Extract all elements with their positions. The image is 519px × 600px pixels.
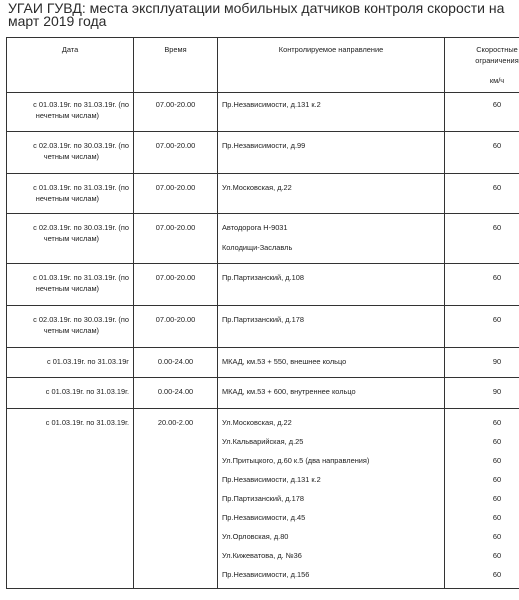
speed-value: 60 <box>492 551 502 560</box>
table-row <box>7 348 519 378</box>
date-cell: с 01.03.19г. по 31.03.19г. <box>7 378 134 409</box>
direction-line: Ул.Московская, д.22 <box>222 418 292 427</box>
table-row <box>7 174 519 214</box>
speed-value: 60 <box>492 437 502 446</box>
speed-cell: 60 <box>445 174 519 214</box>
time-cell: 0.00-24.00 <box>134 378 218 409</box>
header-speed-line2: ограничения <box>475 56 519 65</box>
speed-value: 60 <box>492 513 502 522</box>
header-speed <box>445 38 519 93</box>
table-row <box>7 93 519 132</box>
table-row <box>7 214 519 264</box>
direction-cell <box>218 409 445 589</box>
speed-cell: 60 <box>445 306 519 348</box>
date-cell <box>7 174 134 214</box>
table-row <box>7 306 519 348</box>
direction-cell: Пр.Независимости, д.131 к.2 <box>218 93 445 132</box>
time-cell: 07.00-20.00 <box>134 174 218 214</box>
header-direction: Контролируемое направление <box>218 38 445 93</box>
date-cell <box>7 93 134 132</box>
date-line: с 01.03.19г. по 31.03.19г. (по <box>33 273 129 282</box>
direction-cell: Пр.Независимости, д.99 <box>218 132 445 174</box>
date-line: четным числам) <box>43 152 99 161</box>
time-cell: 0.00-24.00 <box>134 348 218 378</box>
speed-cell: 60 <box>445 264 519 306</box>
date-line: с 02.03.19г. по 30.03.19г. (по <box>33 223 129 232</box>
date-cell <box>7 214 134 264</box>
speed-cell <box>445 409 519 589</box>
time-cell: 07.00-20.00 <box>134 306 218 348</box>
date-line: нечетным числам) <box>35 194 99 203</box>
speed-value: 60 <box>492 494 502 503</box>
date-line: четным числам) <box>43 326 99 335</box>
date-cell <box>7 132 134 174</box>
direction-line: Ул.Орловская, д.80 <box>222 532 289 541</box>
date-line: с 02.03.19г. по 30.03.19г. (по <box>33 315 129 324</box>
direction-line: Ул.Притыцкого, д.60 к.5 (два направления) <box>222 456 370 465</box>
date-cell <box>7 264 134 306</box>
date-line: с 01.03.19г. по 31.03.19г. (по <box>33 183 129 192</box>
direction-cell: МКАД, км.53 + 550, внешнее кольцо <box>218 348 445 378</box>
speed-value: 60 <box>492 570 502 579</box>
date-line: четным числам) <box>43 234 99 243</box>
speed-value: 60 <box>492 456 502 465</box>
speed-camera-table <box>6 37 519 589</box>
direction-line: Пр.Независимости, д.131 к.2 <box>222 475 321 484</box>
direction-cell <box>218 214 445 264</box>
speed-value: 60 <box>492 418 502 427</box>
date-line: с 01.03.19г. по 31.03.19г. (по <box>33 100 129 109</box>
direction-line: Пр.Независимости, д.156 <box>222 570 310 579</box>
speed-cell: 60 <box>445 93 519 132</box>
direction-cell: Пр.Партизанский, д.108 <box>218 264 445 306</box>
speed-cell: 90 <box>445 378 519 409</box>
table-row <box>7 264 519 306</box>
direction-line: Ул.Кижеватова, д. №36 <box>222 551 302 560</box>
direction-cell: Ул.Московская, д.22 <box>218 174 445 214</box>
header-speed-line1: Скоростные <box>476 45 518 54</box>
date-cell <box>7 306 134 348</box>
speed-cell: 60 <box>445 214 519 264</box>
table-row <box>7 378 519 409</box>
time-cell: 07.00-20.00 <box>134 264 218 306</box>
speed-cell: 90 <box>445 348 519 378</box>
date-cell: с 01.03.19г. по 31.03.19г. <box>7 409 134 589</box>
direction-line: Пр.Независимости, д.45 <box>222 513 306 522</box>
date-line: нечетным числам) <box>35 284 99 293</box>
header-speed-unit: км/ч <box>489 76 505 85</box>
page-title: УГАИ ГУВД: места эксплуатации мобильных датчиков контроля скорости на март 2019 года <box>8 0 505 29</box>
direction-line: Ул.Кальварийская, д.25 <box>222 437 304 446</box>
direction-line: Автодорога Н-9031 <box>222 223 288 232</box>
table-header-row <box>7 38 519 93</box>
time-cell: 20.00-2.00 <box>134 409 218 589</box>
speed-value: 60 <box>492 532 502 541</box>
table-row <box>7 132 519 174</box>
header-time: Время <box>134 38 218 93</box>
date-line: с 02.03.19г. по 30.03.19г. (по <box>33 141 129 150</box>
direction-line: Пр.Партизанский, д.178 <box>222 494 304 503</box>
time-cell: 07.00-20.00 <box>134 93 218 132</box>
table-row <box>7 409 519 589</box>
date-cell: с 01.03.19г. по 31.03.19г <box>7 348 134 378</box>
time-cell: 07.00-20.00 <box>134 132 218 174</box>
time-cell: 07.00-20.00 <box>134 214 218 264</box>
direction-cell: Пр.Партизанский, д.178 <box>218 306 445 348</box>
date-line: нечетным числам) <box>35 111 99 120</box>
direction-cell: МКАД, км.53 + 600, внутреннее кольцо <box>218 378 445 409</box>
direction-line: Колодищи-Заславль <box>222 243 293 252</box>
header-date: Дата <box>7 38 134 93</box>
speed-cell: 60 <box>445 132 519 174</box>
speed-value: 60 <box>492 475 502 484</box>
